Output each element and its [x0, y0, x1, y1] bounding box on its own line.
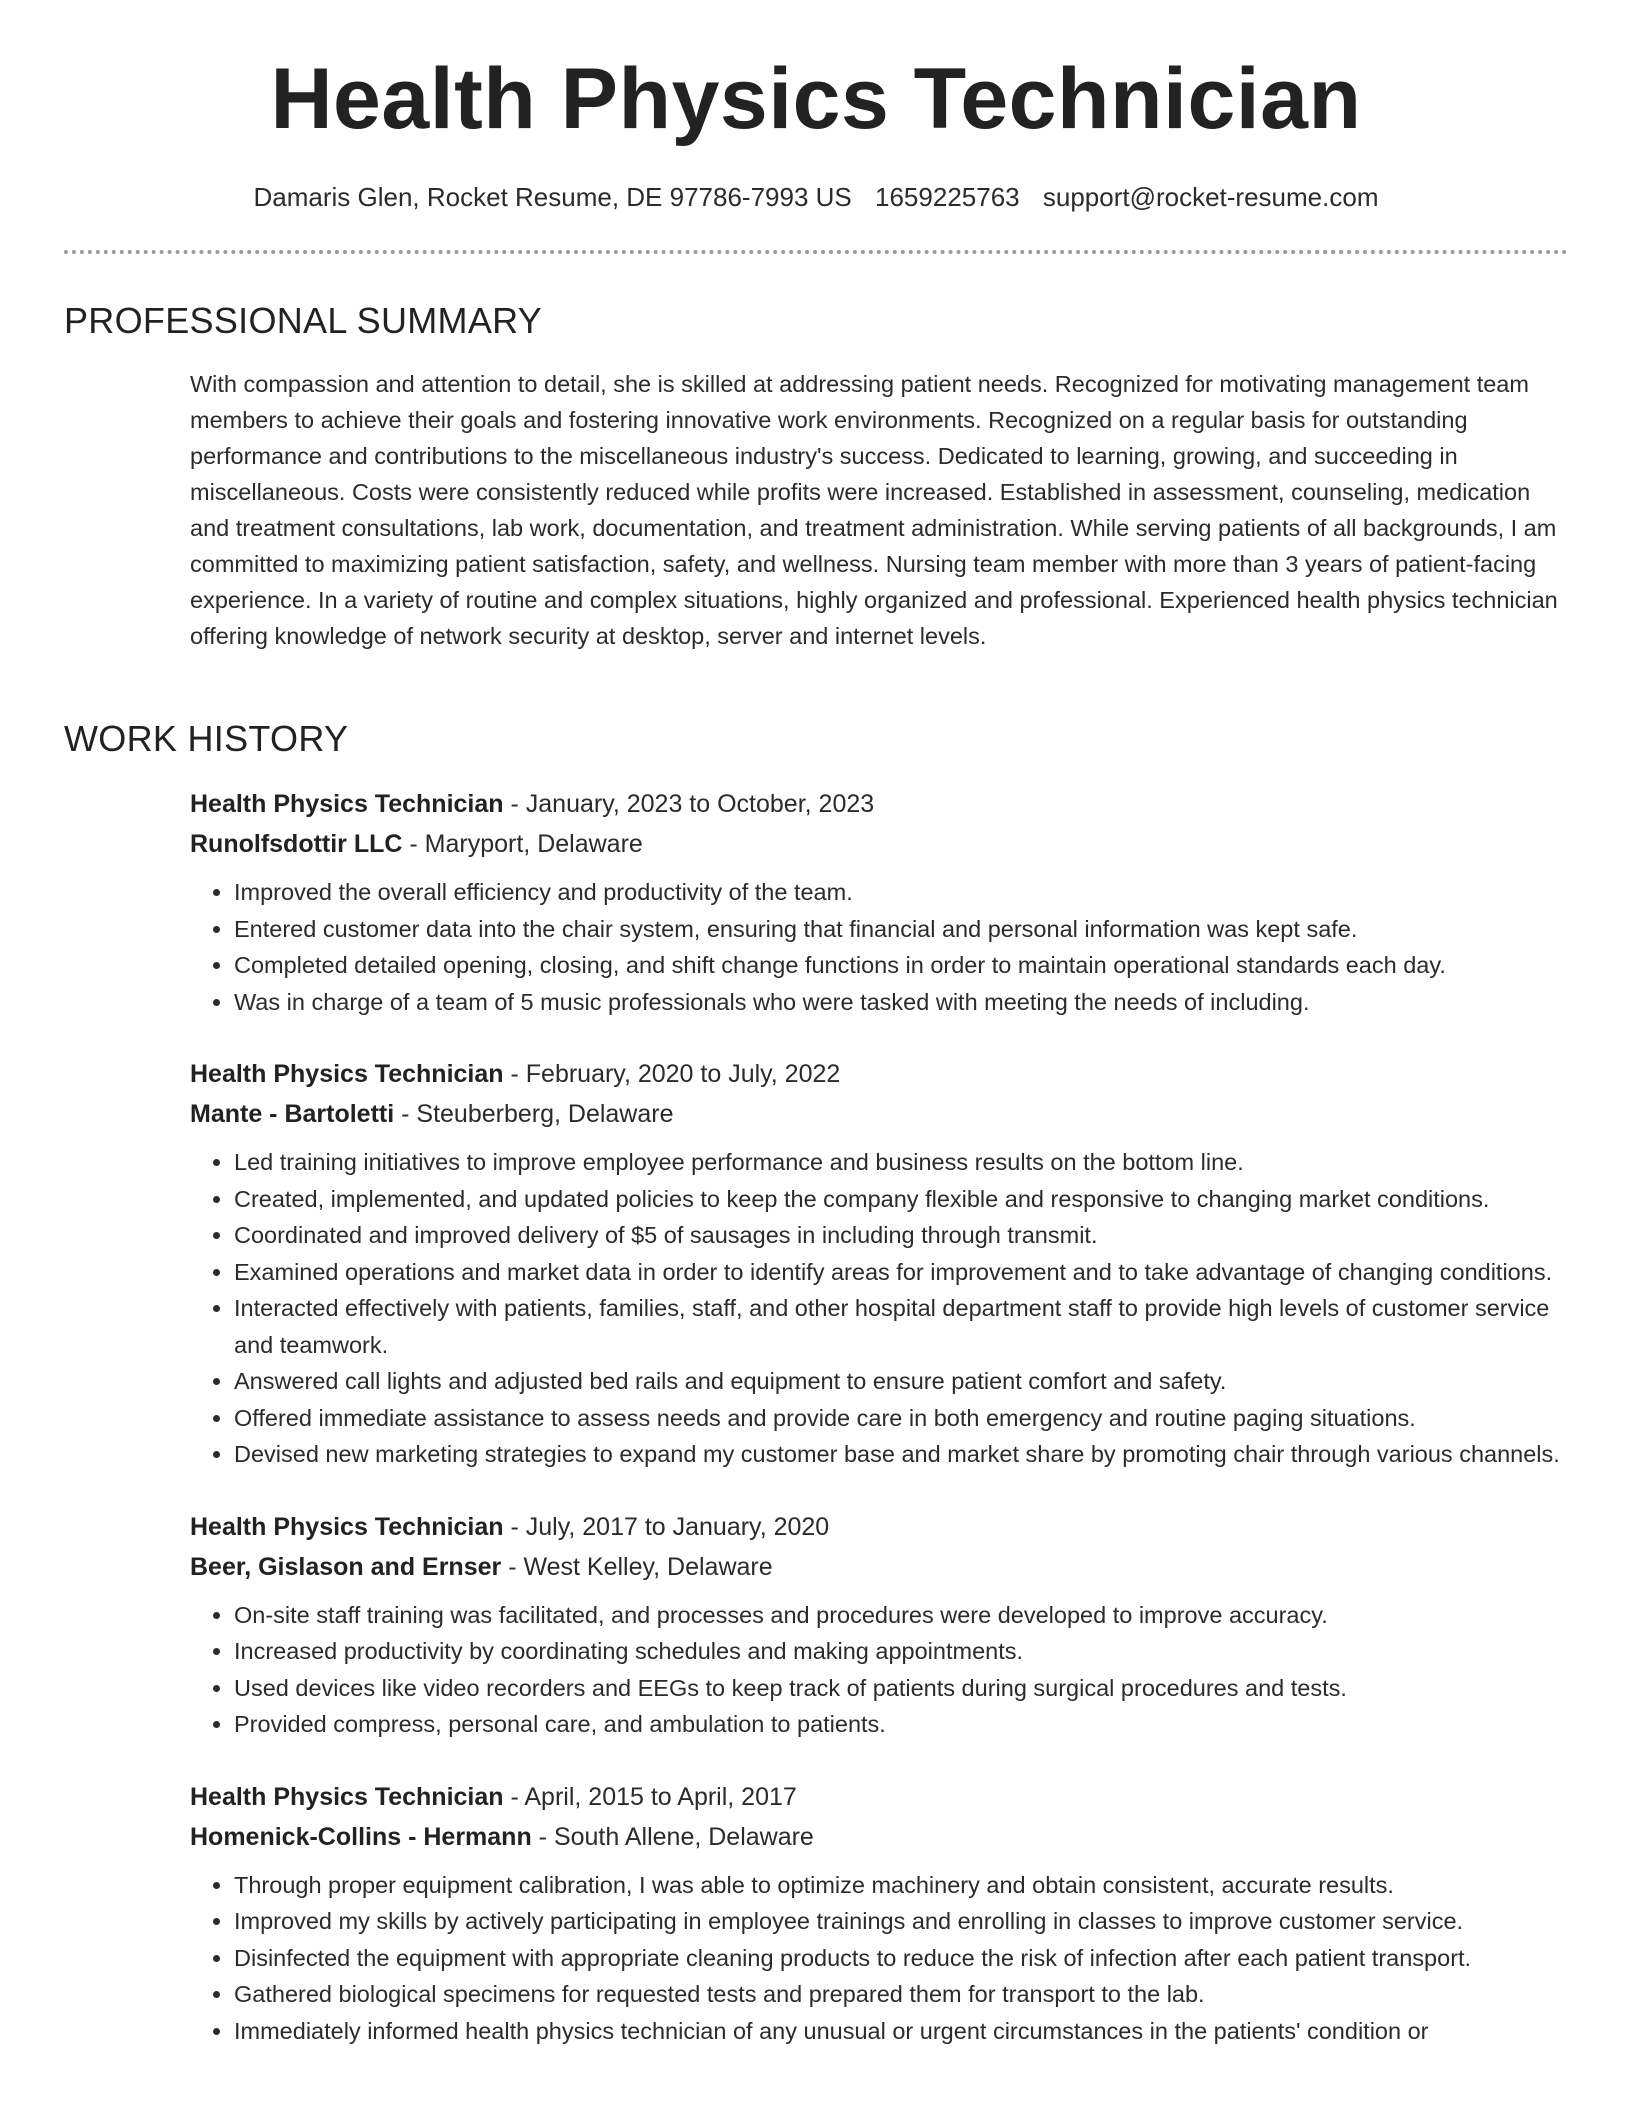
job-entry-4	[190, 1777, 1576, 2050]
job-dates: - January, 2023 to October, 2023	[503, 790, 875, 818]
job-bullets	[190, 874, 1576, 1020]
job-bullets	[190, 1597, 1576, 1743]
job-company: Mante - Bartoletti	[190, 1100, 395, 1128]
job-title-line	[190, 1054, 1576, 1094]
job-company-line	[190, 1817, 1576, 1857]
job-bullet: • Entered customer data into the chair system, ensuring that financial and personal information was kept safe.	[234, 911, 1576, 948]
job-bullet: • Offered immediate assistance to assess needs and provide care in both emergency and routine paging situations.	[234, 1400, 1576, 1437]
job-company: Runolfsdottir LLC	[190, 830, 403, 858]
job-bullet: • Coordinated and improved delivery of $5 of sausages in including through transmit.	[234, 1217, 1576, 1254]
job-bullet: • Through proper equipment calibration, I was able to optimize machinery and obtain consistent, accurate results.	[234, 1867, 1576, 1904]
job-bullet: • Examined operations and market data in order to identify areas for improvement and to take advantage of changing conditions.	[234, 1254, 1576, 1291]
work-history-list	[190, 784, 1576, 2083]
job-entry-1	[190, 784, 1576, 1020]
job-bullet: • Gathered biological specimens for requested tests and prepared them for transport to the lab.	[234, 1976, 1576, 2013]
job-entry-3	[190, 1507, 1576, 1743]
contact-phone: 1659225763	[875, 182, 1020, 212]
job-title: Health Physics Technician	[190, 1060, 504, 1088]
job-title: Health Physics Technician	[190, 1512, 504, 1541]
job-bullet: • Was in charge of a team of 5 music professionals who were tasked with meeting the needs of including.	[234, 984, 1576, 1021]
work-history-heading: WORK HISTORY	[64, 718, 349, 759]
job-title-line	[190, 1777, 1576, 1817]
job-location: - West Kelley, Delaware	[501, 1552, 773, 1581]
header-divider	[64, 250, 1568, 254]
job-bullet: • Improved my skills by actively participating in employee trainings and enrolling in classes to improve customer service.	[234, 1903, 1576, 1940]
job-bullet: • Completed detailed opening, closing, and shift change functions in order to maintain operational standards each day.	[234, 947, 1576, 984]
job-bullet: • Devised new marketing strategies to expand my customer base and market share by promoting chair through various channels.	[234, 1436, 1576, 1473]
resume-name: Health Physics Technician	[270, 51, 1362, 147]
job-company: Homenick-Collins - Hermann	[190, 1822, 532, 1851]
job-bullets	[190, 1867, 1576, 2050]
job-company-line	[190, 1547, 1576, 1587]
job-bullet: • Used devices like video recorders and EEGs to keep track of patients during surgical procedures and tests.	[234, 1670, 1576, 1707]
job-dates: - July, 2017 to January, 2020	[503, 1512, 830, 1541]
contact-email: support@rocket-resume.com	[1042, 182, 1379, 212]
job-bullet: • Created, implemented, and updated policies to keep the company flexible and responsive to changing market conditions.	[234, 1181, 1576, 1218]
job-dates: - February, 2020 to July, 2022	[503, 1060, 841, 1088]
job-bullets	[190, 1144, 1576, 1473]
job-company-line	[190, 824, 1576, 864]
job-location: - South Allene, Delaware	[531, 1822, 814, 1851]
job-bullet: • Led training initiatives to improve employee performance and business results on the bottom line.	[234, 1144, 1576, 1181]
job-title-line	[190, 1507, 1576, 1547]
job-bullet: • Increased productivity by coordinating schedules and making appointments.	[234, 1633, 1576, 1670]
job-bullet: • On-site staff training was facilitated, and processes and procedures were developed to improve accuracy.	[234, 1597, 1576, 1634]
job-title-line	[190, 784, 1576, 824]
job-company-line	[190, 1094, 1576, 1134]
job-bullet: • Improved the overall efficiency and productivity of the team.	[234, 874, 1576, 911]
job-location: - Maryport, Delaware	[402, 830, 643, 858]
summary-text: With compassion and attention to detail, she is skilled at addressing patient needs. Recognized for motivating management team members to achieve their goals and fostering innovative work environments. Recognized on a regular basis for outstanding performance and contributions to the miscellaneous industry's success. Dedicated to learning, growing, and succeeding in miscellaneous. Costs were consistently reduced while profits were increased. Established in assessment, counseling, medication and treatment consultations, lab work, documentation, and treatment administration. While serving patients of all backgrounds, I am committed to maximizing patient satisfaction, safety, and wellness. Nursing team member with more than 3 years of patient-facing experience. In a variety of routine and complex situations, highly organized and professional. Experienced health physics technician offering knowledge of network security at desktop, server and internet levels.	[190, 371, 1558, 649]
job-bullet: • Answered call lights and adjusted bed rails and equipment to ensure patient comfort and safety.	[234, 1363, 1576, 1400]
job-bullet: • Interacted effectively with patients, families, staff, and other hospital department staff to provide high levels of customer service and teamwork.	[234, 1290, 1576, 1363]
summary-heading: PROFESSIONAL SUMMARY	[64, 300, 543, 341]
job-bullet: • Disinfected the equipment with appropriate cleaning products to reduce the risk of infection after each patient transport.	[234, 1940, 1576, 1977]
job-title: Health Physics Technician	[190, 1782, 504, 1811]
job-bullet: • Immediately informed health physics technician of any unusual or urgent circumstances in the patients' condition or	[234, 2013, 1576, 2050]
contact-address: Damaris Glen, Rocket Resume, DE 97786-7993 US	[253, 182, 852, 212]
job-bullet: • Provided compress, personal care, and ambulation to patients.	[234, 1706, 1576, 1743]
job-dates: - April, 2015 to April, 2017	[503, 1782, 797, 1811]
job-entry-2	[190, 1054, 1576, 1473]
job-location: - Steuberberg, Delaware	[394, 1100, 674, 1128]
job-title: Health Physics Technician	[190, 790, 504, 818]
job-company: Beer, Gislason and Ernser	[190, 1552, 502, 1581]
contact-line	[0, 182, 1632, 213]
